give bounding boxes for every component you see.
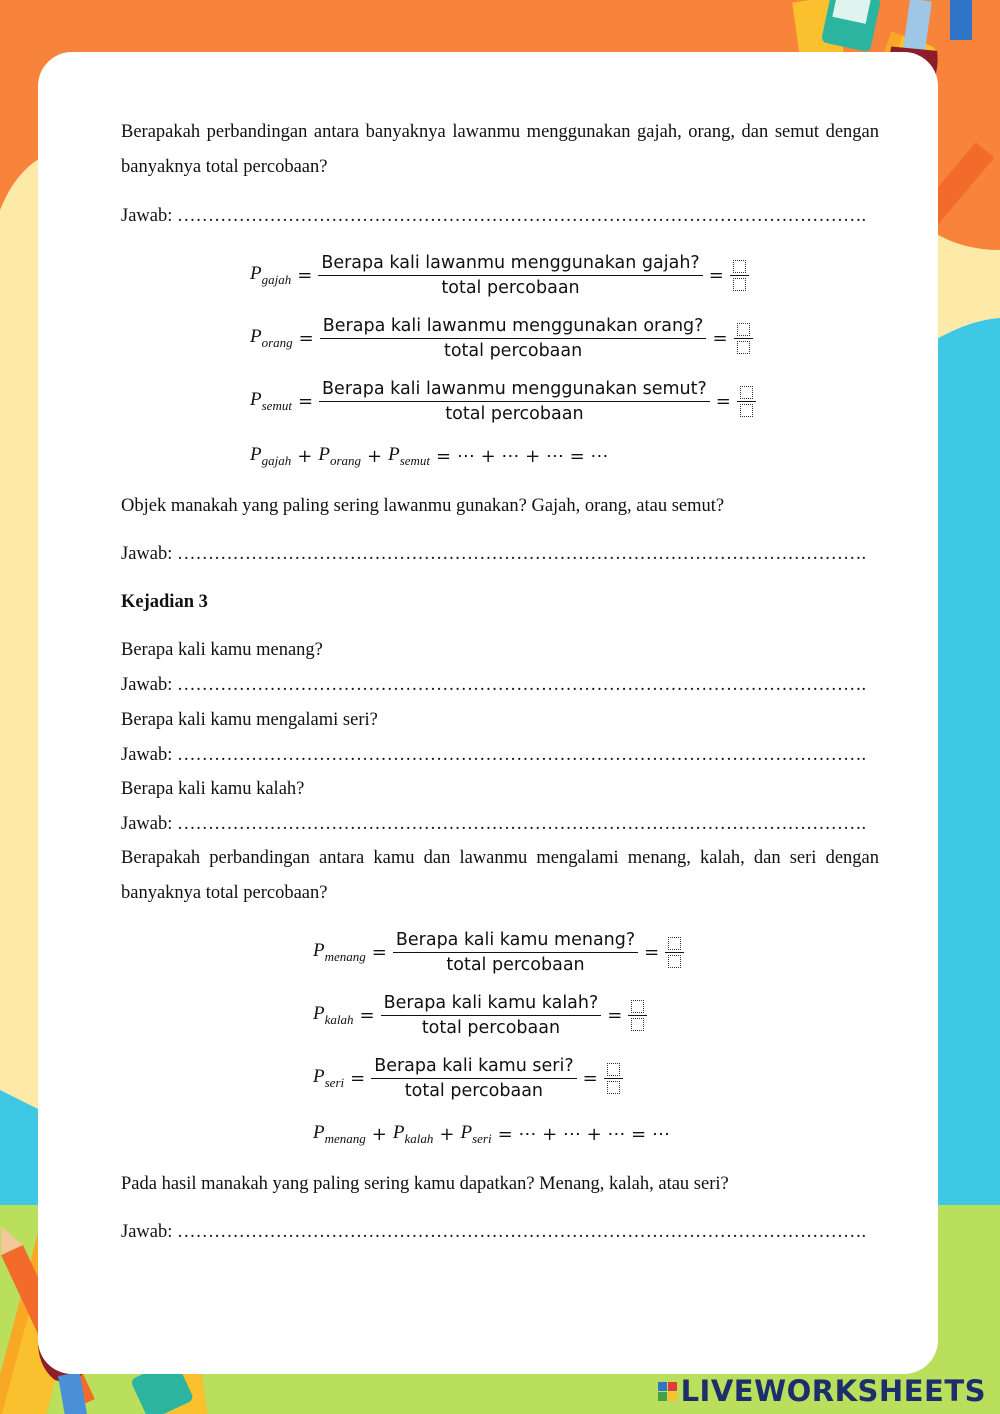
equation-sum-objects: $P_{gajah}$ + $P_{orang}$ + $P_{semut}$ = ⋯ + ⋯ + ⋯ = ⋯ bbox=[250, 444, 609, 468]
denominator-seri: total percobaan bbox=[404, 1081, 544, 1101]
question-lose: Berapa kali kamu kalah? bbox=[121, 779, 305, 799]
answer-box-kalah[interactable] bbox=[628, 998, 647, 1033]
equation-p-semut: $P_{semut}$ = $\frac{\text{Berapa kali lawanmu menggunakan semut?}}{\text{total percobaan}}$ = bbox=[250, 379, 756, 424]
denominator-semut: total percobaan bbox=[445, 404, 584, 424]
equation-p-seri: $P_{seri}$ = $\frac{\text{Berapa kali kamu seri?}}{\text{total percobaan}}$ = bbox=[313, 1056, 623, 1101]
answer-line-draw[interactable]: Jawab: …………………………………………………………………………………………………. bbox=[121, 745, 867, 765]
answer-box-menang[interactable] bbox=[665, 935, 684, 970]
numerator-semut: Berapa kali lawanmu menggunakan semut? bbox=[319, 379, 710, 402]
answer-box-orang[interactable] bbox=[734, 321, 753, 356]
answer-box-gajah[interactable] bbox=[730, 258, 749, 293]
numerator-orang: Berapa kali lawanmu menggunakan orang? bbox=[320, 316, 707, 339]
numerator-kalah: Berapa kali kamu kalah? bbox=[381, 993, 602, 1016]
numerator-gajah: Berapa kali lawanmu menggunakan gajah? bbox=[318, 253, 702, 276]
section-title: Kejadian 3 bbox=[121, 592, 208, 612]
question-ratio-results: Berapakah perbandingan antara kamu dan lawanmu mengalami menang, kalah, dan seri dengan banyaknya total percobaan? bbox=[121, 848, 879, 903]
question-ratio-objects: Berapakah perbandingan antara banyaknya lawanmu menggunakan gajah, orang, dan semut dengan banyaknya total percobaan? bbox=[121, 122, 879, 177]
equation-p-orang: $P_{orang}$ = $\frac{\text{Berapa kali lawanmu menggunakan orang?}}{\text{total percobaan}}$ = bbox=[250, 316, 753, 361]
answer-line-most-result[interactable]: Jawab: …………………………………………………………………………………………………. bbox=[121, 1222, 867, 1242]
question-most-object: Objek manakah yang paling sering lawanmu gunakan? Gajah, orang, atau semut? bbox=[121, 496, 725, 516]
numerator-seri: Berapa kali kamu seri? bbox=[371, 1056, 576, 1079]
equation-sum-results: $P_{menang}$ + $P_{kalah}$ + $P_{seri}$ = ⋯ + ⋯ + ⋯ = ⋯ bbox=[313, 1122, 670, 1146]
answer-box-semut[interactable] bbox=[737, 384, 756, 419]
liveworksheets-logo[interactable] bbox=[658, 1374, 986, 1408]
numerator-menang: Berapa kali kamu menang? bbox=[393, 930, 638, 953]
question-draw: Berapa kali kamu mengalami seri? bbox=[121, 710, 378, 730]
liveworksheets-wordmark: LIVEWORKSHEETS bbox=[680, 1374, 986, 1408]
denominator-orang: total percobaan bbox=[443, 341, 583, 361]
answer-line-win[interactable]: Jawab: …………………………………………………………………………………………………. bbox=[121, 675, 867, 695]
equation-p-gajah: $P_{gajah}$ = $\frac{\text{Berapa kali lawanmu menggunakan gajah?}}{\text{total percobaan}}$ = bbox=[250, 253, 749, 298]
denominator-gajah: total percobaan bbox=[441, 278, 580, 298]
answer-line-ratio-objects[interactable]: Jawab: …………………………………………………………………………………………………. bbox=[121, 206, 867, 226]
equation-p-menang: $P_{menang}$ = $\frac{\text{Berapa kali kamu menang?}}{\text{total percobaan}}$ = bbox=[313, 930, 684, 975]
blue-stick-top bbox=[950, 0, 972, 40]
answer-box-seri[interactable] bbox=[604, 1061, 623, 1096]
answer-line-lose[interactable]: Jawab: …………………………………………………………………………………………………. bbox=[121, 814, 867, 834]
denominator-kalah: total percobaan bbox=[421, 1018, 561, 1038]
question-most-result: Pada hasil manakah yang paling sering kamu dapatkan? Menang, kalah, atau seri? bbox=[121, 1174, 729, 1194]
denominator-menang: total percobaan bbox=[446, 955, 585, 975]
equation-p-kalah: $P_{kalah}$ = $\frac{\text{Berapa kali kamu kalah?}}{\text{total percobaan}}$ = bbox=[313, 993, 647, 1038]
answer-line-most-object[interactable]: Jawab: …………………………………………………………………………………………………. bbox=[121, 544, 867, 564]
background-teal-right bbox=[935, 318, 1000, 1210]
question-win: Berapa kali kamu menang? bbox=[121, 640, 323, 660]
liveworksheets-grid-icon bbox=[658, 1382, 677, 1401]
background-teal-left bbox=[0, 1090, 40, 1210]
